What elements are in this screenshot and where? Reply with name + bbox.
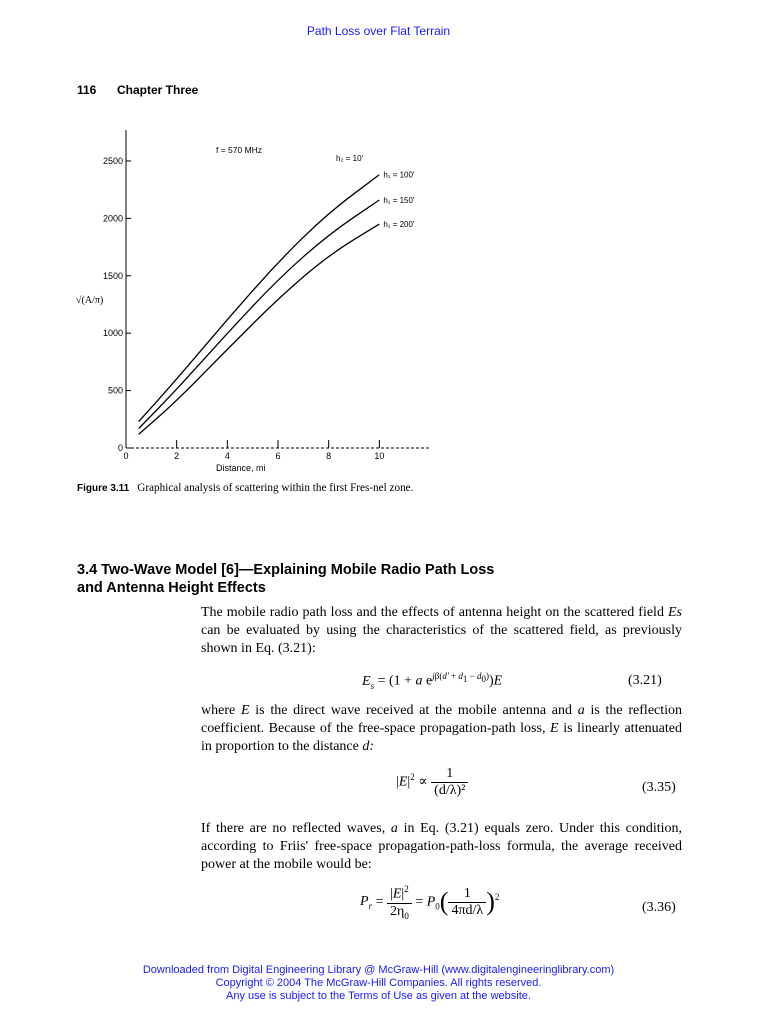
footer xyxy=(0,964,757,1003)
chapter-title: Chapter Three xyxy=(117,83,199,97)
p3-var-a: a xyxy=(390,821,398,836)
series-label-2: h₁ = 150' xyxy=(383,196,415,205)
series-line-2 xyxy=(139,200,380,429)
equation-3-35: $|E|^2$ ∝ $\frac{1}{\text{(d/λ)²}}$ xyxy=(396,766,468,799)
p2-text-b: is the direct wave received at the mobile antenna and xyxy=(249,703,578,718)
p3-text-a: If there are no reflected waves, xyxy=(201,821,391,836)
x-tick-label-6: 6 xyxy=(275,451,281,461)
footer-terms-line[interactable]: Any use is subject to the Terms of Use as given at the website. xyxy=(226,990,531,1002)
page-number: 116 xyxy=(77,83,97,97)
p2-text-a: where xyxy=(201,703,241,718)
series-line-3 xyxy=(139,224,380,434)
running-head: Path Loss over Flat Terrain xyxy=(306,24,451,38)
series-label-3: h₁ = 200' xyxy=(383,220,415,230)
x-axis-label: Distance, mi xyxy=(216,463,266,473)
figure-caption-text: Graphical analysis of scattering within the first Fres-nel zone. xyxy=(137,482,414,494)
p1-var-es: Es xyxy=(668,605,682,620)
eq2-numerator: 1 xyxy=(446,766,454,781)
p1-text-a: The mobile radio path loss and the effects of antenna height on the scattered field xyxy=(201,605,668,620)
y-tick-label-1500: 1500 xyxy=(102,270,123,281)
eq3-numerator: 1 xyxy=(463,885,471,901)
figure-label: Figure 3.11 xyxy=(77,483,130,494)
equation-3-36: $P_r$ = $\frac{|E|^2}{2\eta_0}$ = $P_0$( $\frac{1}{4\pi d/\lambda}$ )$^2$ xyxy=(360,884,500,921)
p2-text-c: is the reflection coefficient. Because of the free-space propagation-path loss, xyxy=(201,703,683,736)
p2-text-d: is linearly attenuated in proportion to the distance xyxy=(201,721,682,754)
equation-number-3-21: (3.21) xyxy=(628,673,662,688)
p2-var-d: d: xyxy=(362,739,375,754)
x-tick-label-4: 4 xyxy=(224,451,230,461)
section-heading: 3.4 Two-Wave Model [6]—Explaining Mobile Radio Path Loss and Antenna Height Effects xyxy=(77,562,495,596)
frequency-annotation: f = 570 MHz xyxy=(216,145,263,155)
x-tick-label-8: 8 xyxy=(326,451,332,461)
y-tick-label-2000: 2000 xyxy=(102,213,123,224)
p2-var-a: a xyxy=(577,703,585,718)
y-tick-label-2500: 2500 xyxy=(102,155,123,166)
paragraph-3 xyxy=(201,820,682,874)
x-tick-label-2: 2 xyxy=(174,451,180,461)
y-tick-label-1000: 1000 xyxy=(102,328,123,339)
y-tick-label-500: 500 xyxy=(107,385,123,396)
figure-chart xyxy=(70,125,440,477)
equation-3-21: $E_s = (1 + a$ $e^{j\beta(d' + d_1 - d_0)})E$ xyxy=(362,671,503,691)
figure-caption xyxy=(77,481,437,496)
series-line-1 xyxy=(139,175,380,422)
p1-text-b: can be evaluated by using the characteristics of the scattered field, as previously shown in Eq. (3.21): xyxy=(201,623,682,656)
p2-var-e2: E xyxy=(550,721,559,736)
p2-var-e1: E xyxy=(240,703,250,718)
footer-copyright-line: Copyright © 2004 The McGraw-Hill Companies. All rights reserved. xyxy=(215,977,542,989)
y-axis-label: √(A/π) xyxy=(76,295,104,306)
y-tick-label-0: 0 xyxy=(117,443,123,453)
p3-text-b: in Eq. (3.21) equals zero. Under this condition, according to Friis' free-space propagation-path-loss formula, the average received power at the mobile would be: xyxy=(201,821,683,872)
h2-annotation: h₂ = 10' xyxy=(336,154,364,163)
x-tick-label-0: 0 xyxy=(123,451,129,461)
equation-number-3-36: (3.36) xyxy=(642,900,676,915)
footer-download-line[interactable]: Downloaded from Digital Engineering Library @ McGraw-Hill (www.digitalengineeringlibrary.com) xyxy=(142,964,615,976)
eq2-denominator: (d/λ)² xyxy=(431,782,468,799)
x-tick-label-10: 10 xyxy=(374,451,385,461)
series-label-1: h₁ = 100' xyxy=(383,170,415,180)
equation-number-3-35: (3.35) xyxy=(642,780,676,795)
paragraph-1 xyxy=(201,604,682,658)
eq3-denominator: 4πd/λ xyxy=(448,902,486,919)
paragraph-2 xyxy=(201,702,682,756)
